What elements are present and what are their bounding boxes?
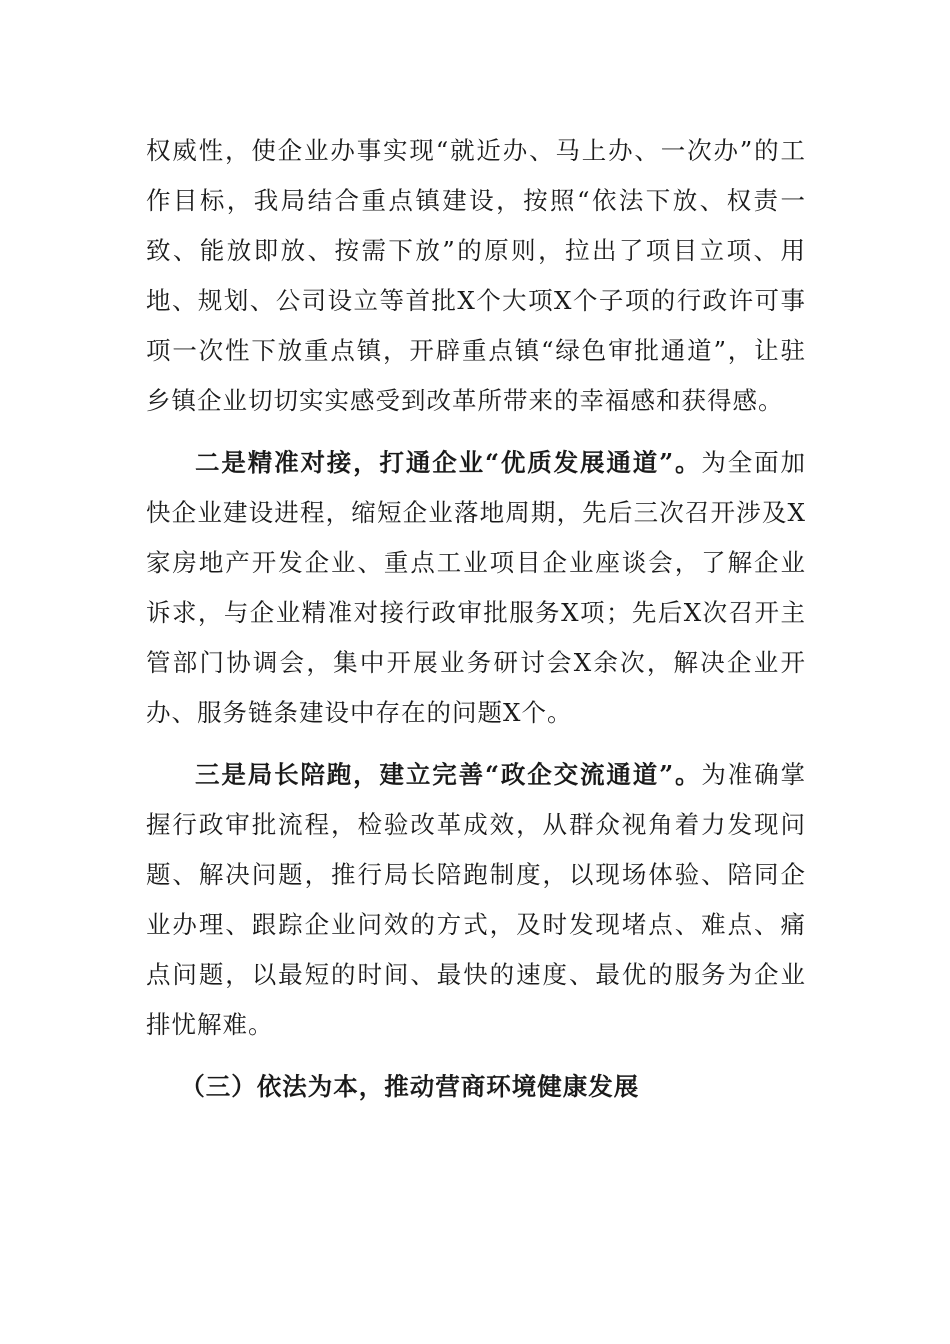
document-body <box>146 126 806 1112</box>
paragraph-director-accompany <box>146 750 806 1050</box>
paragraph-body-precise-docking: 为全面加快企业建设进程，缩短企业落地周期，先后三次召开涉及X家房地产开发企业、重点工业项目企业座谈会，了解企业诉求，与企业精准对接行政审批服务X项；先后X次召开主管部门协调会，集中开展业务研讨会X余次，解决企业开办、服务链条建设中存在的问题X个。 <box>146 448 807 727</box>
paragraph-lead-director-accompany: 三是局长陪跑，建立完善“政企交流通道”。 <box>195 760 702 789</box>
paragraph-precise-docking <box>146 438 806 738</box>
section-heading: （三）依法为本，推动营商环境健康发展 <box>180 1072 640 1101</box>
paragraph-lead-precise-docking: 二是精准对接，打通企业“优质发展通道”。 <box>195 448 702 477</box>
paragraph-continued: 权威性，使企业办事实现“就近办、马上办、一次办”的工作目标，我局结合重点镇建设，按照“依法下放、权责一致、能放即放、按需下放”的原则，拉出了项目立项、用地、规划、公司设立等首批X个大项X个子项的行政许可事项一次性下放重点镇，开辟重点镇“绿色审批通道”，让驻乡镇企业切切实实感受到改革所带来的幸福感和获得感。 <box>146 136 806 415</box>
paragraph-body-director-accompany: 为准确掌握行政审批流程，检验改革成效，从群众视角着力发现问题、解决问题，推行局长陪跑制度，以现场体验、陪同企业办理、跟踪企业问效的方式，及时发现堵点、难点、痛点问题，以最短的时间、最快的速度、最优的服务为企业排忧解难。 <box>146 760 807 1039</box>
